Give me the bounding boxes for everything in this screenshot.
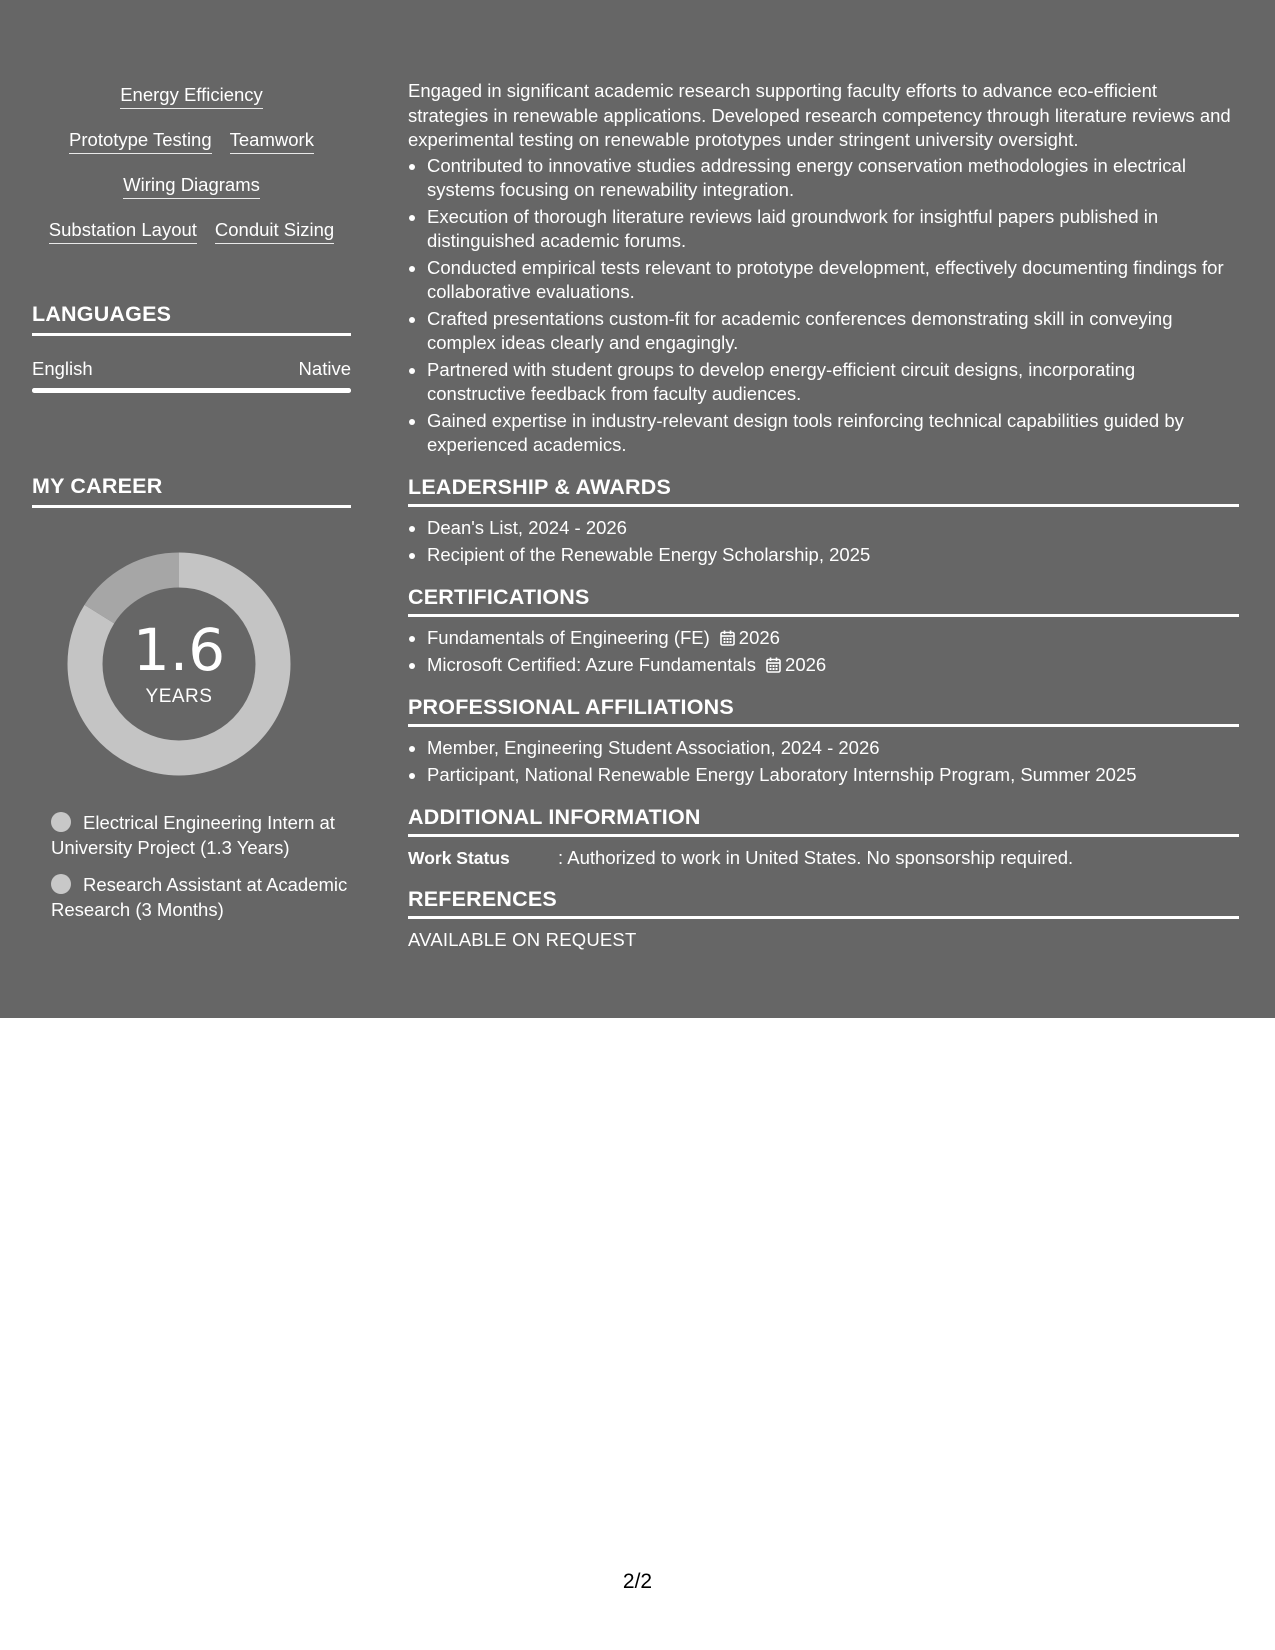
skill-tag: Prototype Testing [69,129,212,154]
experience-bullet: Contributed to innovative studies addressing energy conservation methodologies in electrical systems focusing on renewability integration. [408,154,1239,203]
work-status-value: : Authorized to work in United States. No sponsorship required. [558,846,1074,868]
references-heading: REFERENCES [408,886,1239,919]
calendar-icon [720,630,735,646]
language-proficiency-fill [32,388,351,393]
certification-year: 2026 [785,654,827,675]
skill-row [32,84,351,129]
certification-item [408,626,1239,651]
skill-row [32,129,351,174]
certification-name: Fundamentals of Engineering (FE) [427,626,710,648]
language-level: Native [298,358,351,379]
leadership-item: Dean's List, 2024 - 2026 [408,516,1239,541]
main-content [408,79,1239,952]
career-heading: MY CAREER [32,473,351,508]
references-text: AVAILABLE ON REQUEST [408,928,637,950]
skills-list [32,84,351,264]
certifications-list [408,626,1239,678]
work-status-label: Work Status [408,847,510,868]
career-item-text: Electrical Engineering Intern at University Project (1.3 Years) [51,812,335,858]
certifications-heading: CERTIFICATIONS [408,584,1239,617]
career-item-text: Research Assistant at Academic Research (3 Months) [51,874,348,920]
experience-bullet: Conducted empirical tests relevant to prototype development, effectively documenting findings for collaborative evaluations. [408,256,1239,305]
career-legend-dot [51,874,71,894]
calendar-icon [766,657,781,673]
affiliations-heading: PROFESSIONAL AFFILIATIONS [408,694,1239,727]
certification-item [408,653,1239,678]
experience-bullet: Partnered with student groups to develop energy-efficient circuit designs, incorporating constructive feedback from faculty audiences. [408,358,1239,407]
affiliation-item: Member, Engineering Student Association, 2024 - 2026 [408,736,1239,761]
page-number: 2/2 [622,1570,653,1593]
career-list [51,810,351,934]
career-item [51,810,351,860]
career-donut-chart [67,552,291,776]
career-legend-dot [51,812,71,832]
language-row [32,358,351,380]
language-name: English [32,358,93,379]
languages-heading: LANGUAGES [32,301,351,336]
experience-bullet: Execution of thorough literature reviews laid groundwork for insightful papers published in distinguished academic forums. [408,205,1239,254]
leadership-list [408,516,1239,568]
career-item [51,872,351,922]
work-status-row [408,846,1239,870]
leadership-heading: LEADERSHIP & AWARDS [408,474,1239,507]
skill-tag: Energy Efficiency [120,84,263,109]
skill-tag: Teamwork [230,129,314,154]
leadership-item: Recipient of the Renewable Energy Scholarship, 2025 [408,543,1239,568]
experience-summary: Engaged in significant academic research supporting faculty efforts to advance eco-efficient strategies in renewable applications. Developed research competency through literature reviews and experimental testing on renewable prototypes under stringent university oversight. [408,80,1231,150]
skill-row [32,219,351,264]
career-total-unit: YEARS [145,686,213,707]
career-total-value: 1.6 [132,616,226,684]
skill-row [32,174,351,219]
language-proficiency-bar [32,388,351,393]
certification-year: 2026 [738,626,780,648]
experience-bullet: Crafted presentations custom-fit for academic conferences demonstrating skill in conveying complex ideas clearly and engagingly. [408,307,1239,356]
experience-bullets [408,154,1239,458]
skill-tag: Substation Layout [49,219,197,244]
certification-name: Microsoft Certified: Azure Fundamentals [427,654,757,675]
affiliations-list [408,736,1239,788]
affiliation-item: Participant, National Renewable Energy Laboratory Internship Program, Summer 2025 [408,763,1239,788]
skill-tag: Wiring Diagrams [123,174,260,199]
experience-bullet: Gained expertise in industry-relevant design tools reinforcing technical capabilities guided by experienced academics. [408,409,1239,458]
additional-info-heading: ADDITIONAL INFORMATION [408,804,1239,837]
skill-tag: Conduit Sizing [215,219,334,244]
